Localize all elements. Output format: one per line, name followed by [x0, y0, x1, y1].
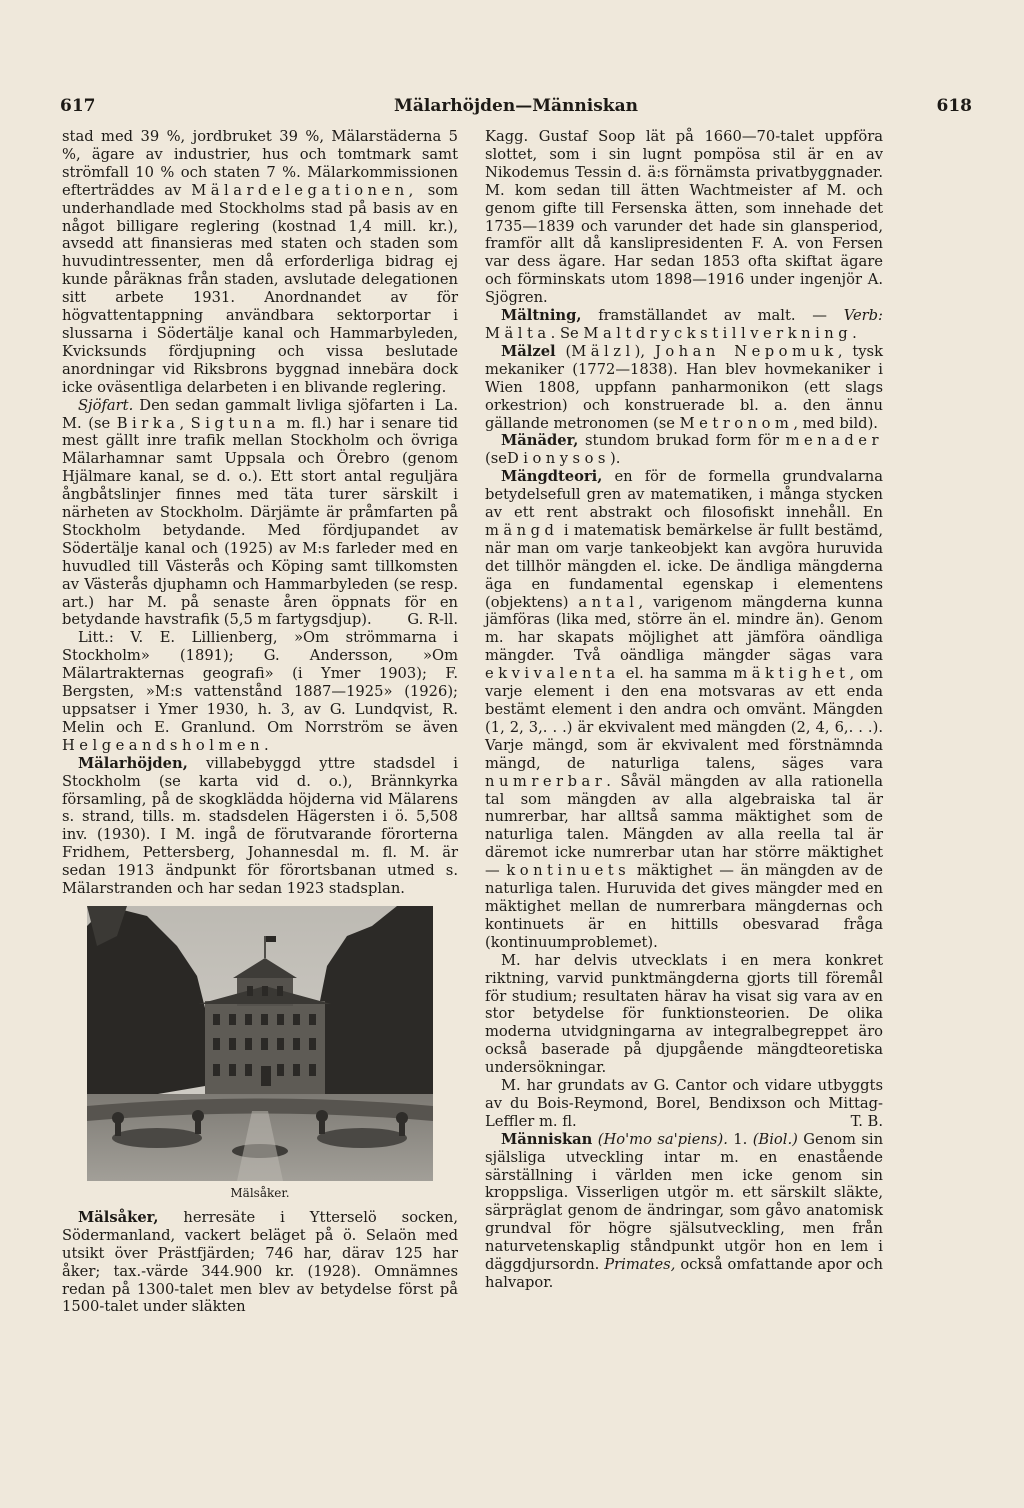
author-signature: La.	[434, 396, 458, 414]
page-number-right: 618	[936, 96, 972, 116]
entry-term: Mänäder,	[501, 432, 579, 450]
entry-malarhojden: Mälarhöjden, villabebyggd yttre stadsdel i Stockholm (se karta vid d. o.), Brännkyrka församling, på de skogklädda höjderna vid Mälarens s. strand, tills. m. stadsdelen Hägersten i ö. 5,508 inv. (1930). I M. ingå de förutvarande förorterna Fridhem, Pettersberg, Johannesdal m. fl. M. är sedan 1913 ändpunkt för förortsbanan utmed s. Mälarstranden och har sedan 1923 stadsplan.	[62, 754, 459, 898]
entry-malsaker: Mälsåker, herresäte i Ytterselö socken, Södermanland, vackert beläget på ö. Selaön med utsikt över Prästfjärden; 746 har, därav 125 har åker; tax.-värde 344.900 kr. (1928). Omnämnes redan på 1300-talet men blev av betydelse först på 1500-talet under släkten	[62, 1208, 459, 1316]
paragraph-cantor: M. har grundats av G. Cantor och vidare utbyggts av du Bois-Reymond, Borel, Bendixson och Mittag-Leffler m. fl. T. B.	[485, 1077, 883, 1130]
paragraph-malsaker-cont: Kagg. Gustaf Soop lät på 1660—70-talet uppföra slottet, som i sin lugnt pompösa stil är en av Nikodemus Tessin d. ä:s förnämsta privatbyggnader. M. kom sedan till ätten Wachtmeister af M. och genom gifte till Fersenska ätten, som innehade det 1735—1839 och varunder det hade sin glansperiod, framför allt då kanslipresidenten F. A. von Fersen var dess ägare. Har sedan 1853 ofta skiftat ägare och förminskats utom 1898—1916 under ingenjör A. Sjögren.	[485, 128, 883, 307]
entry-malzel: Mälzel (Mälzl), Johan Nepomuk, tysk mekaniker (1772—1838). Han blev hovmekaniker i Wien 1808, uppfann panharmonikon (ett slags orkestrion) och konstruerade bl. a. den ännu gällande metronomen (se Metronom, med bild).	[485, 342, 883, 432]
paragraph-litteratur: Litt.: V. E. Lillienberg, »Om strömmarna i Stockholm» (1891); G. Andersson, »Om Mälartrakternas geografi» (i Ymer 1903); F. Bergsten, »M:s vattenstånd 1887—1925» (1926); uppsatser i Ymer 1930, h. 3, av G. Lundqvist, R. Melin och E. Granlund. Om Norrström se även Helgeandsholmen.	[62, 629, 458, 754]
paragraph-sjofart: Sjöfart. Den sedan gammalt livliga sjöfarten i M. (se Birka, Sigtuna m. fl.) har i senare tid mest gällt inre trafik mellan Stockholm och övriga Mälarhamnar samt Uppsala och Örebro (genom Hjälmare kanal, se d. o.). Ett stort antal reguljära ångbåtslinjer finnes med täta turer särskilt i närheten av Stockholm. Därjämte är pråmfarten på Stockholm betydande. Med fördjupandet av Södertälje kanal och (1925) av M:s farleder med en huvudled till Västerås och Köping samt tillkomsten av Västerås djuphamn och Hammarbyleden (se resp. art.) har M. på senaste åren öppnats för en betydande havstrafik (5,5 m fartygsdjup). G. R-ll.	[62, 396, 459, 629]
page-header	[60, 96, 972, 120]
page-number-left: 617	[60, 96, 96, 116]
entry-term: Mängdteori,	[501, 468, 603, 486]
running-title: Mälarhöjden—Människan	[394, 96, 638, 116]
figure-malsaker	[62, 906, 458, 1203]
paragraph-punktmangder: M. har delvis utvecklats i en mera konkret riktning, varvid punktmängderna gjorts till föremål för studium; resultaten härav ha visat sig vara av en stor betydelse för funktionsteorien. De olika moderna utvidgningarna av integralbegreppet äro också baserade på djupgående mängdteoretiska undersökningar.	[485, 951, 883, 1077]
entry-term: Mälsåker,	[78, 1208, 159, 1226]
malsaker-photo	[87, 906, 433, 1181]
entry-term: Mälarhöjden,	[78, 754, 188, 772]
entry-term: Mälzel	[501, 342, 556, 360]
entry-maltning: Mältning, framställandet av malt. — Verb: Mälta. Se Maltdryckstillverkning.	[485, 307, 884, 342]
paragraph-malarreglering: stad med 39 %, jordbruket 39 %, Mälarstäderna 5 %, ägare av industrier, hus och tomtmark samt strömfall 10 % och staten 7 %. Mälarkommissionen efterträddes av Mälardelegationen, som underhandlade med Stockholms stad på basis av en något billigare reglering (kostnad 1,4 mill. kr.), avsedd att finansieras med staten och staden som huvudintressenter, men då erforderliga bidrag ej kunde påräknas från staden, avslutade delegationen sitt arbete 1931. Anordnandet av för högvattentappning användbara sektorportar i slussarna i Södertälje kanal och Hammarbyleden, Kvicksunds fördjupning och vissa beslutade anordningar vid Riksbrons byggnad innebära dock icke oväsentliga delarbeten i en blivande reglering. La.	[62, 128, 458, 414]
author-signature: T. B.	[850, 1112, 883, 1130]
right-column	[485, 128, 883, 1292]
left-column	[62, 128, 458, 1316]
entry-manader: Mänäder, stundom brukad form för menader (seDionysos).	[485, 432, 884, 468]
figure-caption: Mälsåker.	[230, 1185, 290, 1200]
author-signature: G. R-ll.	[407, 611, 458, 629]
entry-mangdteori: Mängdteori, en för de formella grundvalarna betydelsefull gren av matematiken, i många stycken av ett rent abstrakt och filosofiskt innehåll. En mängd i matematisk bemärkelse är fullt bestämd, när man om varje tankeobjekt kan avgöra huruvida det tillhör mängden el. icke. De ändliga mängderna äga en fundamental egenskap i elementens (objektens) antal, varigenom mängderna kunna jämföras (lika med, större än el. mindre än). Genom m. har skapats möjlighet att jämföra oändliga mängder. Två oändliga mängder sägas vara ekvivalenta el. ha samma mäktighet, om varje element i den ena motsvaras av ett enda bestämt element i den andra och omvänt. Mängden (1, 2, 3,. . .) är ekvivalent med mängden (2, 4, 6,. . .). Varje mängd, som är ekvivalent med förstnämnda mängd, de naturliga talens, säges vara numrerbar. Såväl mängden av alla rationella tal som mängden av alla algebraiska tal är numrerbar, har alltså samma mäktighet som de naturliga talen. Mängden av alla reella tal är däremot icke numrerbar utan har större mäktighet — kontinuets mäktighet — än mängden av de naturliga talen. Huruvida det gives mängder med en mäktighet mellan de numrerbara mängdernas och kontinuets är en hittills obesvarad fråga (kontinuumproblemet).	[485, 468, 884, 951]
entry-term: Mältning,	[501, 307, 582, 325]
entry-manniskan: Människan (Ho'mo sa'piens). 1. (Biol.) Genom sin själsliga utveckling intar m. en enastående särställning i världen men icke genom sin kroppsliga. Visserligen utgör m. ett särskilt släkte, särpräglat genom de ändringar, som gåvo anatomisk grundval för högre själsutveckling, men från naturvetenskaplig ståndpunkt utgör hon en lem i däggdjursordn. Primates, också omfattande apor och halvapor.	[485, 1130, 884, 1291]
entry-term: Människan	[501, 1130, 593, 1148]
